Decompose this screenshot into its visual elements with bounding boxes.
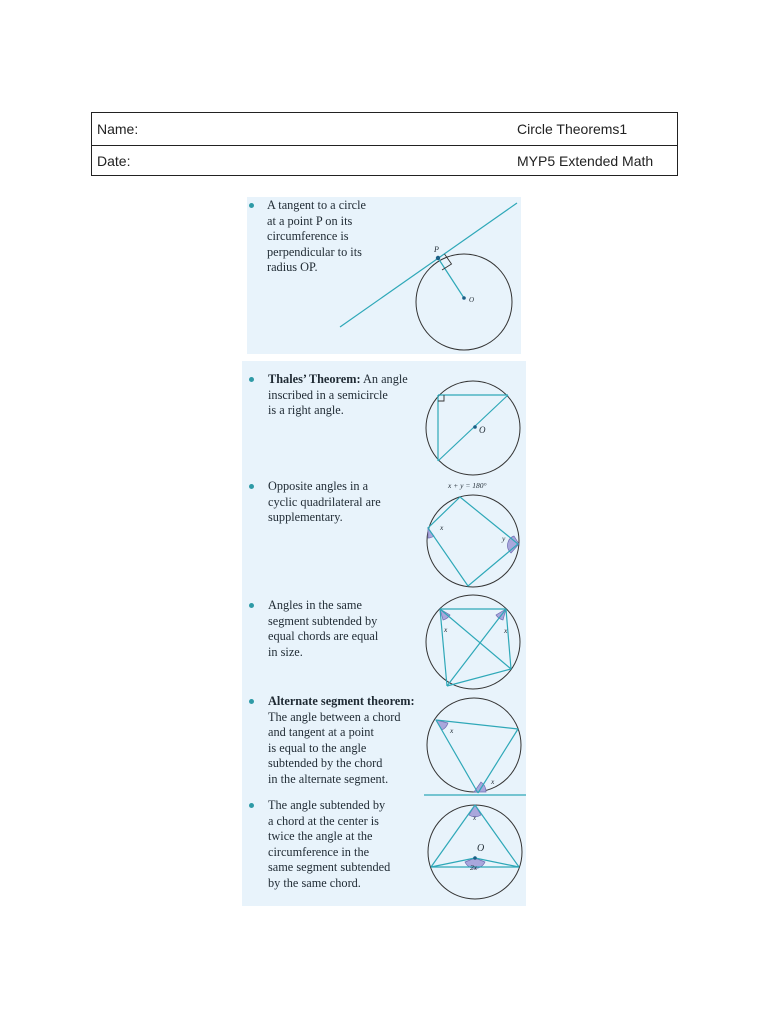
text-line: perpendicular to its [267, 244, 362, 259]
angle-x-label-left: x [444, 625, 448, 634]
theorem-text-alternate-segment [268, 694, 415, 788]
bullet-icon [249, 377, 254, 382]
text-line: segment subtended by [268, 613, 378, 628]
thales-diagram [424, 372, 524, 484]
text-line: Angles in the same [268, 598, 362, 612]
bullet-icon [249, 484, 254, 489]
name-label: Name: [97, 121, 139, 137]
text-line: in size. [268, 644, 303, 659]
header-row-name [92, 113, 677, 146]
theorem-text-center-angle [268, 798, 390, 892]
text-line: twice the angle at the [268, 829, 373, 844]
bullet-icon [249, 203, 254, 208]
text-line: circumference is [267, 229, 349, 244]
text-line: subtended by the chord [268, 756, 383, 771]
angle-2x-label: 2x [470, 863, 478, 872]
text-line: Opposite angles in a [268, 479, 369, 493]
worksheet-title: Circle Theorems1 [517, 121, 628, 137]
angle-y-label: y [502, 534, 506, 543]
date-label: Date: [97, 153, 131, 169]
theorem-heading: Alternate segment theorem: [268, 694, 415, 708]
bullet-icon [249, 803, 254, 808]
text-line: equal chords are equal [268, 629, 379, 644]
text-line: An angle [362, 372, 408, 386]
center-o-label: O [477, 843, 485, 854]
text-line: is a right angle. [268, 403, 344, 418]
text-line: The angle subtended by [268, 798, 386, 812]
angle-x-label: x [473, 814, 477, 822]
angle-x-label-top: x [450, 726, 454, 735]
bullet-icon [249, 603, 254, 608]
bullet-icon [249, 699, 254, 704]
same-segment-diagram [424, 593, 524, 693]
text-line: The angle between a chord [268, 709, 401, 724]
course-name: MYP5 Extended Math [517, 153, 654, 169]
center-angle-diagram [423, 800, 527, 905]
angle-x-label-right: x [504, 626, 508, 635]
text-line: same segment subtended [268, 860, 391, 875]
center-o-label: O [469, 296, 475, 304]
header-row-date [92, 145, 677, 177]
theorem-text-thales [268, 372, 408, 419]
text-line: A tangent to a circle [267, 198, 367, 212]
angle-x-label: x [440, 523, 444, 532]
text-line: is equal to the angle [268, 740, 367, 755]
text-line: at a point P on its [267, 213, 353, 228]
theorem-text-cyclic-quadrilateral [268, 479, 381, 526]
alternate-segment-diagram [424, 695, 526, 801]
text-line: radius OP. [267, 260, 318, 275]
theorem-heading: Thales’ Theorem: [268, 372, 361, 386]
text-line: circumference in the [268, 844, 370, 859]
header-table [91, 112, 678, 176]
text-line: a chord at the center is [268, 813, 379, 828]
point-p-label: P [434, 245, 439, 254]
text-line: inscribed in a semicircle [268, 387, 388, 402]
theorem-text-same-segment [268, 598, 378, 660]
text-line: in the alternate segment. [268, 771, 389, 786]
text-line: by the same chord. [268, 875, 361, 890]
text-line: supplementary. [268, 510, 343, 525]
tangent-diagram [330, 198, 522, 356]
text-line: and tangent at a point [268, 725, 374, 740]
text-line: cyclic quadrilateral are [268, 494, 381, 509]
center-o-label: O [479, 425, 486, 435]
cyclic-quadrilateral-diagram [424, 478, 524, 593]
supplementary-equation: x + y = 180° [448, 481, 487, 490]
angle-x-label-tangent: x [491, 777, 495, 786]
